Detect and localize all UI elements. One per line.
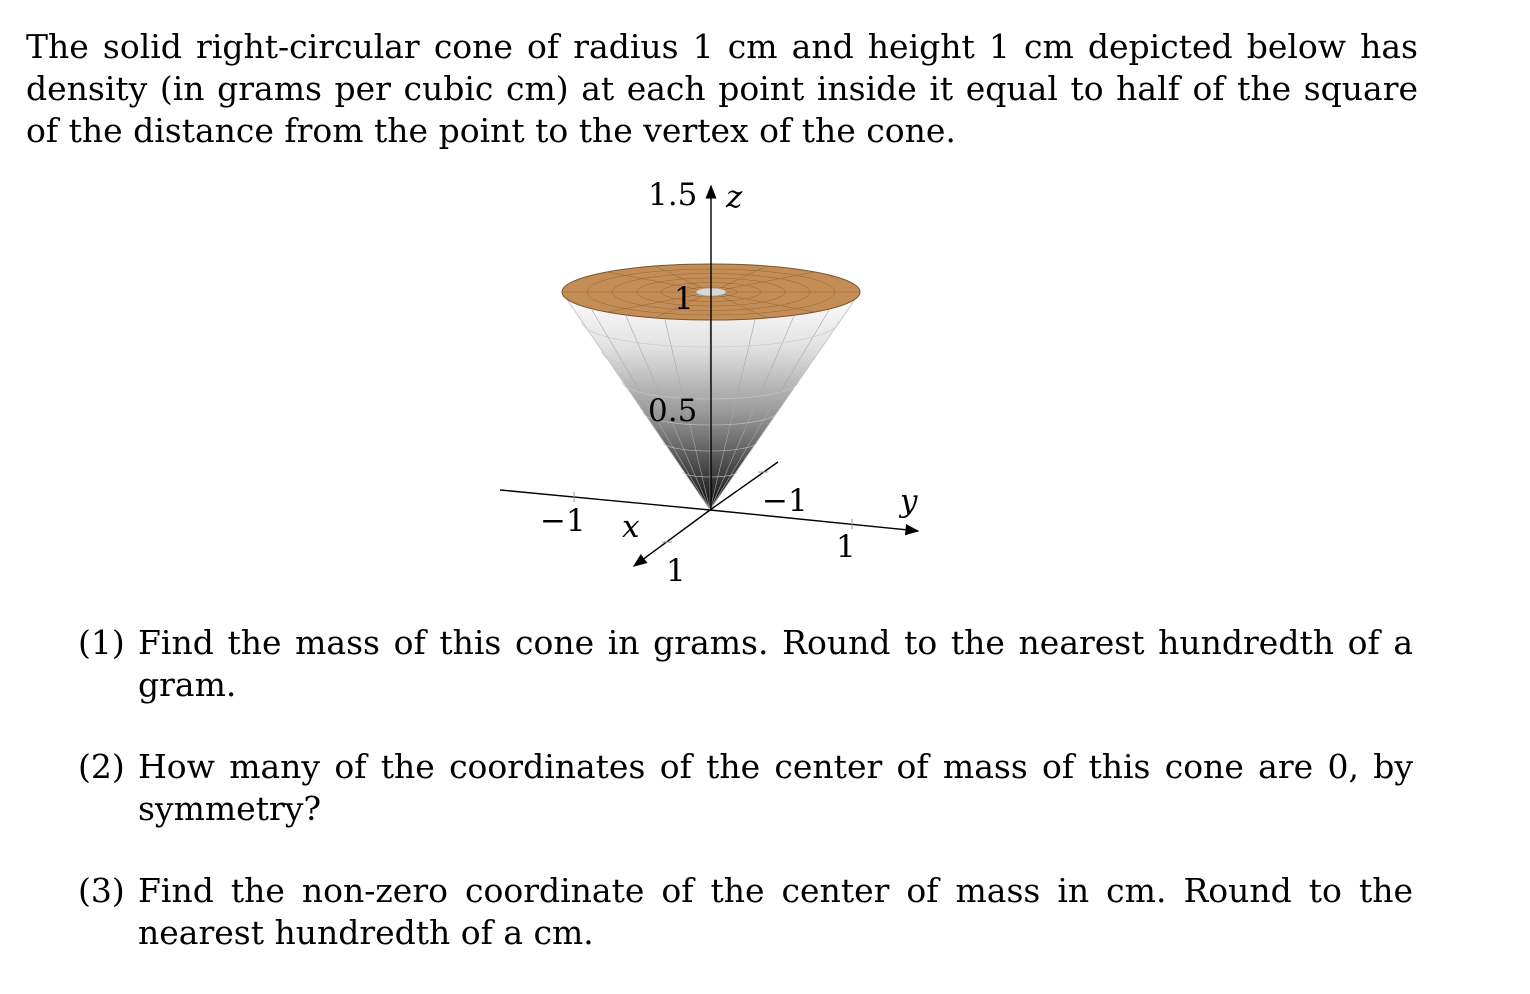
- x-tick-neg1: −1: [540, 503, 586, 539]
- x-tick-1: 1: [666, 553, 686, 589]
- question-number: (3): [78, 871, 125, 910]
- cone-figure: [480, 170, 940, 600]
- y-tick-1: 1: [836, 529, 856, 565]
- y-axis-back: [500, 490, 710, 510]
- y-axis-front: [710, 510, 918, 531]
- question-list: [78, 622, 1413, 994]
- question-text: How many of the coordinates of the center of mass of this cone are 0, by symmetry?: [138, 747, 1413, 828]
- question-3: [78, 870, 1413, 954]
- z-tick-1: 1: [674, 281, 694, 317]
- z-tick-1-5: 1.5: [648, 177, 698, 213]
- y-axis-label: y: [900, 483, 918, 519]
- z-axis-label: z: [726, 179, 743, 215]
- x-axis-label: x: [622, 509, 640, 545]
- y-tick-neg1: −1: [762, 483, 808, 519]
- question-1: [78, 622, 1413, 706]
- question-text: Find the non-zero coordinate of the center of mass in cm. Round to the nearest hundredth of a cm.: [138, 871, 1413, 952]
- problem-statement: The solid right-circular cone of radius 1 cm and height 1 cm depicted below has density (in grams per cubic cm) at each point inside it equal to half of the square of the distance from the point to the vertex of the cone.: [26, 27, 1418, 150]
- z-tick-0-5: 0.5: [648, 393, 698, 429]
- question-number: (2): [78, 747, 125, 786]
- question-text: Find the mass of this cone in grams. Round to the nearest hundredth of a gram.: [138, 623, 1413, 704]
- question-2: [78, 746, 1413, 830]
- question-number: (1): [78, 623, 125, 662]
